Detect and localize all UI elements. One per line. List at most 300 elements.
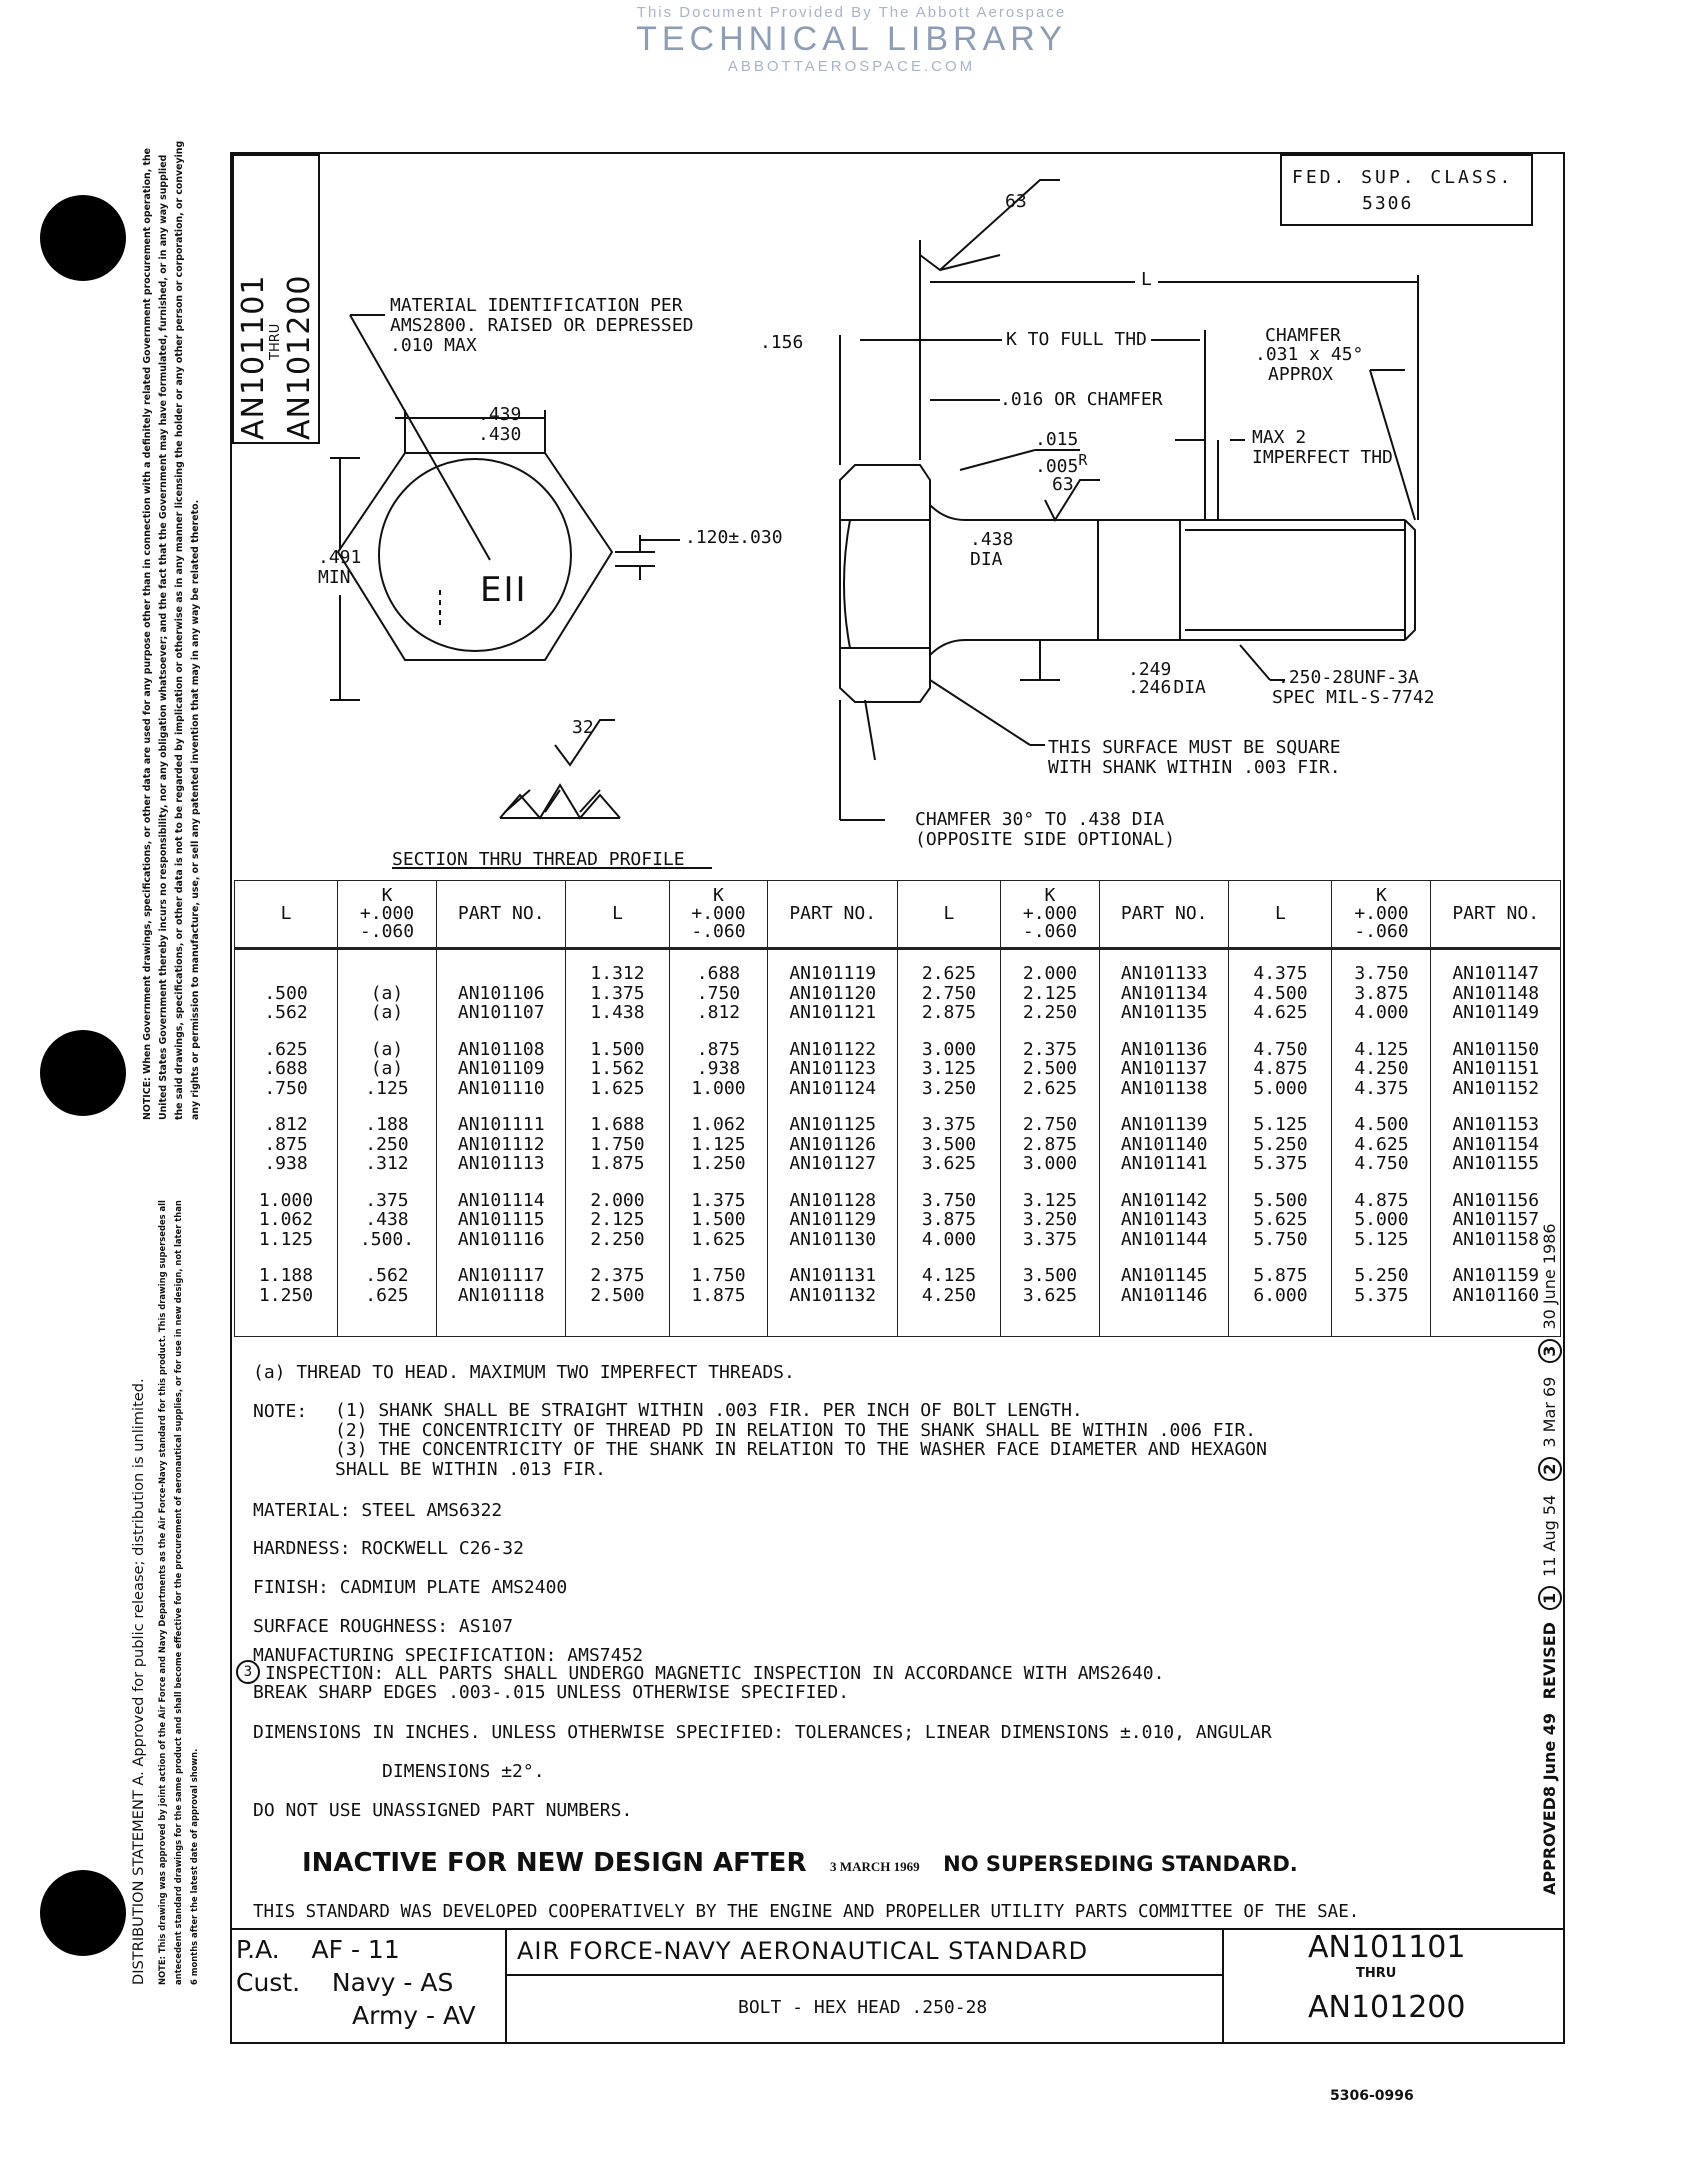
part-number-cell: AN101160 — [1452, 1284, 1540, 1306]
table-row-group — [340, 1040, 434, 1099]
length-cell: .938 — [264, 1153, 308, 1174]
length-cell: .562 — [264, 1002, 308, 1023]
part-number-cell: AN101142 — [1120, 1189, 1208, 1211]
bolt-shank — [930, 505, 1180, 655]
length-cell: 3.875 — [921, 1209, 977, 1230]
revision-1-date: 11 Aug 54 — [1540, 1494, 1559, 1577]
length-cell: 1.875 — [590, 1153, 645, 1174]
length-cell: 1.000 — [258, 1189, 314, 1211]
k-value-cell: 3.375 — [1022, 1228, 1078, 1250]
k-value-cell: 3.500 — [1022, 1265, 1078, 1286]
table-row-group — [439, 1040, 564, 1099]
table-row-group — [1433, 964, 1558, 1023]
watermark-title: TECHNICAL LIBRARY — [636, 20, 1067, 58]
k-value-cell: .125 — [365, 1077, 409, 1099]
k-value-cell: 4.625 — [1354, 1133, 1409, 1155]
table-row-group — [1334, 1266, 1428, 1305]
length-cell: 4.875 — [1253, 1058, 1308, 1079]
table-row-group — [439, 1266, 564, 1305]
length-cell: 3.125 — [921, 1058, 977, 1079]
length-cell: 2.500 — [590, 1284, 645, 1306]
standard-title: AIR FORCE-NAVY AERONAUTICAL STANDARD — [517, 1937, 1089, 1965]
k-value-cell: 2.000 — [1022, 963, 1078, 984]
k-value-cell: 1.062 — [691, 1114, 746, 1135]
table-row-group — [1003, 964, 1097, 1023]
length-cell: 3.375 — [921, 1114, 977, 1135]
minor-dia-top: .249 — [1128, 659, 1172, 680]
part-number-cell: AN101126 — [789, 1133, 877, 1155]
table-row-group — [900, 1191, 998, 1250]
k-value-cell: 4.875 — [1354, 1189, 1409, 1211]
k-value-cell: 4.750 — [1354, 1153, 1409, 1174]
finish-note: FINISH: CADMIUM PLATE AMS2400 — [253, 1577, 568, 1598]
col-part-1 — [436, 949, 566, 1337]
k-value-cell: 1.750 — [691, 1265, 746, 1286]
k-value-cell: .500. — [359, 1228, 415, 1250]
side-notice: NOTICE: When Government drawings, specifications, or other data are used for any purpose other than in connection with a definitely related Government procurement operation, the United States Government thereby incurs no responsibility, nor any obligation whatsoever; and the fact that the Government may have formulated, furnished, or in any way supplied the said drawings, specifications, or other data is not to be regarded by implication or otherwise as in any manner licensing the holder or any other person or corporation, or conveying any rights or permission to manufacture, use, or sell any patented invention that may in any way be related thereto. — [142, 140, 201, 1120]
part-description: BOLT - HEX HEAD .250-28 — [738, 1997, 988, 2018]
part-number-cell: AN101109 — [457, 1058, 545, 1079]
part-number-cell: AN101118 — [457, 1284, 545, 1306]
table-row-group — [237, 1266, 335, 1305]
part-number-cell: AN101149 — [1452, 1002, 1540, 1023]
k-value-cell: 3.125 — [1022, 1189, 1078, 1211]
length-cell: 3.625 — [921, 1153, 977, 1174]
length-cell: 2.000 — [590, 1189, 645, 1211]
hex-corners-min: MIN — [318, 567, 351, 588]
side-approval-note: NOTE: This drawing was approved by joint action of the Air Force and Navy Departments as the Air Force-Navy standard for this product. This drawing supersedes all antecedent standard drawings for the same product and shall become effective for the procurement of aeronautical supplies, or for use in new design, not later than 6 months after the latest date of approval shown. — [157, 1200, 199, 1985]
note-items — [335, 1401, 1267, 1479]
col-l-3 — [897, 949, 1000, 1337]
hardness-note: HARDNESS: ROCKWELL C26-32 — [253, 1538, 524, 1559]
bolt-head-side — [840, 465, 930, 702]
revision-3-date: 30 June 1986 — [1540, 1223, 1559, 1330]
header-part-no: PART NO. — [768, 881, 898, 949]
length-cell: 1.188 — [258, 1265, 314, 1286]
k-value-cell: (a) — [370, 982, 404, 1004]
shank-dia-value: .438 — [970, 529, 1014, 550]
part-number-cell: AN101127 — [789, 1153, 877, 1174]
cust-line: Cust. Navy - AS — [236, 1968, 454, 1997]
inspection-revision-marker: 3 — [236, 1660, 260, 1684]
break-edges-note: BREAK SHARP EDGES .003-.015 UNLESS OTHERWISE SPECIFIED. — [253, 1682, 850, 1703]
table-body-row — [235, 949, 1561, 1337]
part-number-cell: AN101130 — [789, 1228, 877, 1250]
part-number-cell: AN101139 — [1120, 1114, 1208, 1135]
k-value-cell: 2.250 — [1022, 1002, 1078, 1023]
part-number-cell: AN101134 — [1120, 982, 1208, 1004]
part-number-cell: AN101124 — [789, 1077, 877, 1099]
k-value-cell: .625 — [365, 1284, 409, 1306]
length-cell: 1.750 — [590, 1133, 645, 1155]
part-number-cell: AN101122 — [789, 1038, 877, 1060]
inactive-banner — [302, 1848, 1298, 1878]
table-row-group — [568, 1115, 666, 1174]
k-value-cell: .562 — [365, 1265, 409, 1286]
unassigned-note: DO NOT USE UNASSIGNED PART NUMBERS. — [253, 1800, 633, 1821]
part-number-table — [234, 880, 1561, 1337]
inactive-date: 3 MARCH 1969 — [830, 1859, 920, 1874]
finish-63-shank: 63 — [1052, 474, 1074, 495]
part-number-cell: AN101148 — [1452, 982, 1540, 1004]
table-row-group — [672, 1191, 766, 1250]
part-range-top: AN101101 — [236, 274, 271, 440]
part-number-cell: AN101119 — [789, 963, 877, 984]
fillet-or-chamfer: .016 OR CHAMFER — [1000, 389, 1163, 410]
k-value-cell: 5.375 — [1354, 1284, 1409, 1306]
note-label: NOTE: — [253, 1401, 308, 1422]
minor-dia-bottom: .246 DIA — [1128, 677, 1206, 698]
part-number-cell: AN101114 — [457, 1189, 545, 1211]
header-part-no: PART NO. — [1099, 881, 1229, 949]
title-number-top: AN101101 — [1308, 1930, 1466, 1965]
part-number-cell: AN101112 — [457, 1133, 545, 1155]
table-row-group — [1334, 1115, 1428, 1174]
table-row-group — [1003, 1040, 1097, 1099]
binder-hole-middle — [40, 1030, 126, 1116]
dimensions-note: DIMENSIONS IN INCHES. UNLESS OTHERWISE SPECIFIED: TOLERANCES; LINEAR DIMENSIONS ±.010, ANGULAR — [253, 1722, 1272, 1743]
finish-32: 32 — [572, 717, 594, 738]
k-value-cell: (a) — [370, 1058, 404, 1079]
k-value-cell: 4.375 — [1354, 1077, 1409, 1099]
k-value-cell: .312 — [365, 1153, 409, 1174]
k-value-cell — [340, 964, 434, 984]
k-value-cell: .250 — [365, 1133, 409, 1155]
k-value-cell: 1.625 — [691, 1228, 746, 1250]
watermark-site: ABBOTTAEROSPACE.COM — [727, 58, 976, 75]
part-number-cell: AN101117 — [457, 1265, 545, 1286]
k-value-cell: .812 — [696, 1002, 741, 1023]
part-number-cell: AN101121 — [789, 1002, 877, 1023]
inspection-note: INSPECTION: ALL PARTS SHALL UNDERGO MAGNETIC INSPECTION IN ACCORDANCE WITH AMS2640. — [265, 1663, 1165, 1684]
length-cell: 3.500 — [921, 1133, 977, 1155]
header-l: L — [235, 881, 338, 949]
table-row-group — [1102, 1115, 1227, 1174]
chamfer-30-note: CHAMFER 30° TO .438 DIA (OPPOSITE SIDE OPTIONAL) — [915, 809, 1176, 850]
head-height-value: .156 — [760, 332, 804, 353]
table-row-group — [672, 964, 766, 1023]
fed-sup-class-value: 5306 — [1362, 193, 1414, 214]
table-row-group — [1102, 1191, 1227, 1250]
k-value-cell: 2.875 — [1022, 1133, 1078, 1155]
header-l: L — [1229, 881, 1332, 949]
table-row-group — [439, 964, 564, 1023]
k-value-cell: 4.000 — [1354, 1002, 1409, 1023]
part-number-cell: AN101132 — [789, 1284, 877, 1306]
length-cell: 4.750 — [1253, 1038, 1308, 1060]
part-number-cell: AN101111 — [457, 1114, 545, 1135]
part-number-cell: AN101147 — [1452, 963, 1540, 984]
k-value-cell: 3.250 — [1022, 1209, 1078, 1230]
col-l-1 — [235, 949, 338, 1337]
table-row-group — [568, 1266, 666, 1305]
length-cell: 1.375 — [590, 982, 645, 1004]
k-value-cell: 1.500 — [691, 1209, 746, 1230]
table-row-group — [770, 1191, 895, 1250]
header-part-no: PART NO. — [1431, 881, 1561, 949]
part-number-cell: AN101152 — [1452, 1077, 1540, 1099]
part-number-cell: AN101133 — [1120, 963, 1208, 984]
part-number-cell: AN101108 — [457, 1038, 545, 1060]
part-number-cell: AN101144 — [1120, 1228, 1208, 1250]
k-value-cell: 4.500 — [1354, 1114, 1409, 1135]
k-value-cell: 2.375 — [1022, 1038, 1078, 1060]
revision-3-marker: 3 — [1538, 1339, 1562, 1363]
length-cell: .875 — [264, 1133, 308, 1155]
finish-63-top: 63 — [1005, 191, 1027, 212]
k-value-cell: 1.375 — [691, 1189, 746, 1211]
length-cell: 5.125 — [1253, 1114, 1308, 1135]
part-range-bottom: AN101200 — [282, 274, 317, 440]
length-cell — [237, 964, 335, 984]
length-cell: 1.562 — [590, 1058, 645, 1079]
max-imperfect-thread: MAX 2 IMPERFECT THD — [1252, 427, 1393, 468]
dimensions-note-cont: DIMENSIONS ±2°. — [382, 1761, 545, 1782]
header-k: K +.000 -.060 — [1332, 881, 1431, 949]
length-cell: 4.125 — [921, 1265, 977, 1286]
table-row-group — [1334, 1191, 1428, 1250]
thread-spec-mil: SPEC MIL-S-7742 — [1272, 687, 1435, 708]
part-number-cell: AN101107 — [457, 1002, 545, 1023]
length-cell: 3.000 — [921, 1038, 977, 1060]
table-row-group — [568, 1040, 666, 1099]
header-l: L — [897, 881, 1000, 949]
length-cell: .750 — [264, 1077, 308, 1099]
k-value-cell: 3.750 — [1354, 963, 1409, 984]
inactive-lead: INACTIVE FOR NEW DESIGN AFTER — [302, 1848, 807, 1878]
k-value-cell: .375 — [365, 1189, 409, 1211]
k-value-cell: 1.875 — [691, 1284, 746, 1306]
part-number-cell: AN101157 — [1452, 1209, 1540, 1230]
k-value-cell: .438 — [365, 1209, 409, 1230]
length-cell: 1.438 — [590, 1002, 645, 1023]
bolt-drawing — [0, 0, 1703, 880]
part-number-cell: AN101156 — [1452, 1189, 1540, 1211]
length-cell: 4.250 — [921, 1284, 977, 1306]
table-row-group — [1433, 1040, 1558, 1099]
note-item-3: (3) THE CONCENTRICITY OF THE SHANK IN RELATION TO THE WASHER FACE DIAMETER AND HEXAGON — [335, 1439, 1267, 1460]
part-number-cell: AN101116 — [457, 1228, 545, 1250]
title-number-thru: THRU — [1356, 1966, 1397, 1981]
table-row-group — [770, 964, 895, 1023]
length-cell: 5.875 — [1253, 1265, 1308, 1286]
col-k-2 — [669, 949, 768, 1337]
length-cell: 5.250 — [1253, 1133, 1308, 1155]
col-part-2 — [768, 949, 898, 1337]
note-a: (a) THREAD TO HEAD. MAXIMUM TWO IMPERFECT THREADS. — [253, 1362, 795, 1383]
length-cell: 2.750 — [921, 982, 977, 1004]
table-row-group — [340, 964, 434, 1023]
part-number-cell: AN101110 — [457, 1077, 545, 1099]
length-cell: 5.625 — [1253, 1209, 1308, 1230]
part-number-cell: AN101155 — [1452, 1153, 1540, 1174]
title-number-bottom: AN101200 — [1308, 1990, 1466, 2025]
length-cell: .625 — [264, 1038, 308, 1060]
table-row-group — [439, 1115, 564, 1174]
part-number-cell: AN101141 — [1120, 1153, 1208, 1174]
part-number-cell: AN101120 — [789, 982, 877, 1004]
table-row-group — [568, 964, 666, 1023]
k-value-cell: 5.250 — [1354, 1265, 1409, 1286]
length-cell: 5.750 — [1253, 1228, 1308, 1250]
table-row-group — [568, 1191, 666, 1250]
hex-flats-top: .439 — [478, 404, 522, 425]
note-item-3-cont: SHALL BE WITHIN .013 FIR. — [335, 1458, 606, 1480]
header-k: K +.000 -.060 — [669, 881, 768, 949]
table-row-group — [900, 964, 998, 1023]
k-value-cell: (a) — [370, 1038, 404, 1060]
table-row-group — [672, 1115, 766, 1174]
length-cell: 2.625 — [921, 963, 977, 984]
head-marking: EII — [480, 570, 528, 610]
note-item-1: (1) SHANK SHALL BE STRAIGHT WITHIN .003 FIR. PER INCH OF BOLT LENGTH. — [335, 1400, 1083, 1421]
header-l: L — [566, 881, 669, 949]
part-number-cell: AN101145 — [1120, 1265, 1208, 1286]
table-row-group — [1231, 1266, 1329, 1305]
part-number-cell — [439, 964, 564, 984]
revision-2-date: 3 Mar 69 — [1540, 1376, 1559, 1448]
part-number-cell: AN101123 — [789, 1058, 877, 1079]
table-row-group — [1334, 964, 1428, 1023]
k-value-cell: .688 — [696, 963, 741, 984]
pa-line: P.A. AF - 11 — [236, 1935, 400, 1964]
revised-label: REVISED — [1540, 1622, 1559, 1700]
table-row-group — [1231, 964, 1329, 1023]
length-cell: .812 — [264, 1114, 308, 1135]
inactive-tail: NO SUPERSEDING STANDARD. — [943, 1852, 1298, 1876]
part-number-cell: AN101153 — [1452, 1114, 1540, 1135]
k-value-cell: .875 — [696, 1038, 741, 1060]
length-l-label: L — [1135, 270, 1158, 290]
binder-hole-bottom — [40, 1870, 126, 1956]
header-k: K +.000 -.060 — [1000, 881, 1099, 949]
table-row-group — [1003, 1266, 1097, 1305]
surface-roughness-note: SURFACE ROUGHNESS: AS107 — [253, 1616, 514, 1637]
manufacturing-note: MANUFACTURING SPECIFICATION: AMS7452 — [253, 1645, 644, 1666]
radius-top: .015 — [1035, 429, 1079, 450]
section-label: SECTION THRU THREAD PROFILE — [392, 849, 685, 870]
part-number-cell: AN101138 — [1120, 1077, 1208, 1099]
k-value-cell: 5.125 — [1354, 1228, 1409, 1250]
k-value-cell: 4.250 — [1354, 1058, 1409, 1079]
shank-dia-label: DIA — [970, 549, 1003, 570]
k-value-cell: 3.625 — [1022, 1284, 1078, 1306]
col-l-4 — [1229, 949, 1332, 1337]
k-value-cell: 1.250 — [691, 1153, 746, 1174]
table-row-group — [900, 1040, 998, 1099]
part-number-cell: AN101159 — [1452, 1265, 1540, 1286]
k-value-cell: 2.125 — [1022, 982, 1078, 1004]
length-cell: 1.312 — [590, 963, 645, 984]
watermark-provider: This Document Provided By The Abbott Aerospace — [636, 4, 1067, 21]
length-cell: 1.062 — [258, 1209, 314, 1230]
col-l-2 — [566, 949, 669, 1337]
part-number-cell: AN101154 — [1452, 1133, 1540, 1155]
length-cell: 4.625 — [1253, 1002, 1308, 1023]
chamfer-label: CHAMFER — [1265, 325, 1341, 346]
length-cell: 4.000 — [921, 1228, 977, 1250]
header-part-no: PART NO. — [436, 881, 566, 949]
fed-sup-class-label: FED. SUP. CLASS. — [1292, 167, 1514, 188]
table-row-group — [439, 1191, 564, 1250]
k-value-cell: .188 — [365, 1114, 409, 1135]
length-cell: 2.125 — [590, 1209, 645, 1230]
k-value-cell: 5.000 — [1354, 1209, 1409, 1230]
table-row-group — [1102, 1040, 1227, 1099]
part-number-cell: AN101146 — [1120, 1284, 1208, 1306]
table-row-group — [237, 1040, 335, 1099]
header-k: K +.000 -.060 — [338, 881, 437, 949]
table-row-group — [1102, 1266, 1227, 1305]
length-cell: 1.500 — [590, 1038, 645, 1060]
part-number-cell: AN101115 — [457, 1209, 545, 1230]
table-row-group — [770, 1040, 895, 1099]
length-cell: .688 — [264, 1058, 308, 1079]
footer-code: 5306-0996 — [1330, 2088, 1414, 2104]
table-row-group — [1231, 1115, 1329, 1174]
table-row-group — [1433, 1191, 1558, 1250]
chamfer-approx: APPROX — [1268, 364, 1334, 385]
length-cell: 6.000 — [1253, 1284, 1308, 1306]
hex-flats-bottom: .430 — [478, 424, 522, 445]
length-cell: 1.250 — [258, 1284, 314, 1306]
length-cell: 1.688 — [590, 1114, 645, 1135]
k-value-cell: 2.500 — [1022, 1058, 1078, 1079]
k-value-cell: 3.000 — [1022, 1153, 1078, 1174]
square-surface-note: THIS SURFACE MUST BE SQUARE WITH SHANK WITHIN .003 FIR. — [1048, 737, 1341, 778]
chamfer-value: .031 x 45° — [1255, 344, 1364, 365]
developed-note: THIS STANDARD WAS DEVELOPED COOPERATIVELY BY THE ENGINE AND PROPELLER UTILITY PARTS COMMITTEE OF THE SAE. — [253, 1902, 1360, 1922]
k-value-cell: 2.625 — [1022, 1077, 1078, 1099]
table-row-group — [1231, 1040, 1329, 1099]
k-value-cell: 4.125 — [1354, 1038, 1409, 1060]
table-row-group — [672, 1266, 766, 1305]
length-cell: .500 — [264, 982, 308, 1004]
length-cell: 5.000 — [1253, 1077, 1308, 1099]
length-cell: 3.750 — [921, 1189, 977, 1211]
table-row-group — [1102, 964, 1227, 1023]
table-row-group — [1003, 1115, 1097, 1174]
part-number-cell: AN101137 — [1120, 1058, 1208, 1079]
part-range-thru: THRU — [268, 323, 283, 360]
part-number-cell: AN101125 — [789, 1114, 877, 1135]
part-number-cell: AN101151 — [1452, 1058, 1540, 1079]
length-cell: 2.250 — [590, 1228, 645, 1250]
revision-1-marker: 1 — [1538, 1586, 1562, 1610]
marking-depth: .120±.030 — [685, 527, 783, 548]
length-cell: 2.875 — [921, 1002, 977, 1023]
length-cell: 5.500 — [1253, 1189, 1308, 1211]
table-row-group — [1231, 1191, 1329, 1250]
length-cell: 4.500 — [1253, 982, 1308, 1004]
washer-face-circle — [379, 459, 571, 651]
k-to-full-thread: K TO FULL THD — [1002, 330, 1151, 350]
table-row-group — [340, 1191, 434, 1250]
col-part-4 — [1431, 949, 1561, 1337]
thread-spec: .250-28UNF-3A — [1278, 667, 1419, 688]
part-number-cell: AN101131 — [789, 1265, 877, 1286]
material-id-note: MATERIAL IDENTIFICATION PER AMS2800. RAISED OR DEPRESSED .010 MAX — [390, 295, 694, 356]
radius-bottom: $.005^R$ — [1035, 451, 1088, 477]
k-value-cell: .938 — [696, 1058, 741, 1079]
part-number-cell: AN101140 — [1120, 1133, 1208, 1155]
table-row-group — [237, 1191, 335, 1250]
length-cell: 2.375 — [590, 1265, 645, 1286]
table-row-group — [1433, 1266, 1558, 1305]
table-row-group — [1003, 1191, 1097, 1250]
length-cell: 3.250 — [921, 1077, 977, 1099]
approval-history: APPROVED8 June 49 REVISED 1 11 Aug 54 2 3 Mar 69 3 30 June 1986 — [1538, 1223, 1562, 1895]
